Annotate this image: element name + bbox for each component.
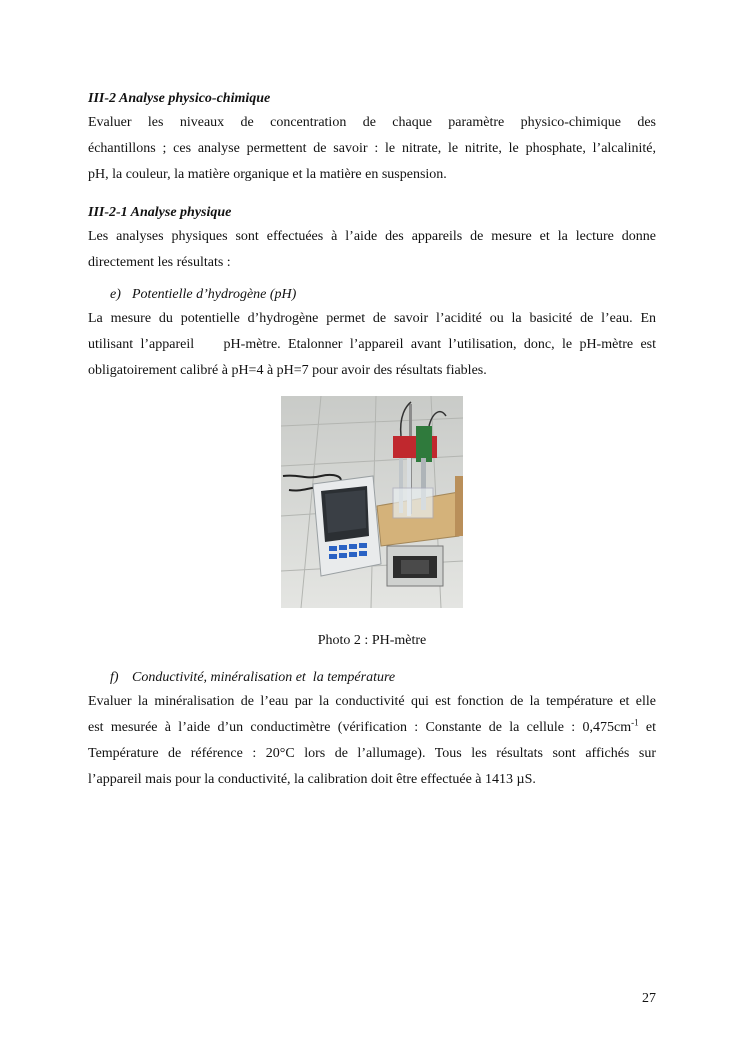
subheading-ph-title: Potentielle d’hydrogène (pH) (132, 287, 297, 302)
paragraph-analyse-physique (88, 224, 656, 276)
text-line: Evaluer les niveaux de concentration de chaque paramètre physico-chimique des (88, 115, 656, 130)
text-line: Les analyses physiques sont effectuées à l’aide des appareils de mesure et la lecture donne (88, 229, 656, 244)
text-line: La mesure du potentielle d’hydrogène permet de savoir l’acidité ou la basicité de l’eau. En (88, 311, 656, 326)
page-number: 27 (642, 991, 656, 1006)
section-heading-analyse-physique: III-2-1 Analyse physique (88, 205, 232, 220)
list-label: e) (110, 287, 121, 302)
paragraph-ph (88, 306, 656, 384)
text-line (88, 715, 656, 741)
text-segment: et (638, 720, 656, 735)
text-line: pH, la couleur, la matière organique et la matière en suspension. (88, 167, 447, 182)
text-segment: est mesurée à l’aide d’un conductimètre (vérification : Constante de la cellule : 0,475cm (88, 720, 632, 735)
paragraph-conductivite (88, 689, 656, 793)
subheading-conductivite (110, 667, 656, 689)
paragraph-analyse-physico-chimique (88, 110, 656, 188)
list-label: f) (110, 670, 119, 685)
text-line: directement les résultats : (88, 255, 231, 270)
document-page (88, 88, 656, 793)
text-line: échantillons ; ces analyse permettent de savoir : le nitrate, le nitrite, le phosphate, l’alcalinité, (88, 141, 656, 156)
superscript: -1 (631, 717, 639, 728)
photo-caption: Photo 2 : PH-mètre (317, 633, 427, 648)
subheading-conductivite-title: Conductivité, minéralisation et la température (132, 670, 396, 685)
section-heading-analyse-physico-chimique: III-2 Analyse physico-chimique (88, 91, 271, 106)
text-line: utilisant l’appareil pH-mètre. Etalonner l’appareil avant l’utilisation, donc, le pH-mètre est (88, 337, 656, 352)
text-line: obligatoirement calibré à pH=4 à pH=7 pour avoir des résultats fiables. (88, 363, 487, 378)
text-line: Evaluer la minéralisation de l’eau par la conductivité qui est fonction de la température et elle (88, 694, 656, 709)
text-line: Température de référence : 20°C lors de l’allumage). Tous les résultats sont affichés sur (88, 746, 656, 761)
text-line: l’appareil mais pour la conductivité, la calibration doit être effectuée à 1413 µS. (88, 772, 536, 787)
ph-meter-photo (281, 396, 463, 608)
subheading-ph (110, 284, 656, 306)
photo-ph-metre (88, 396, 656, 613)
